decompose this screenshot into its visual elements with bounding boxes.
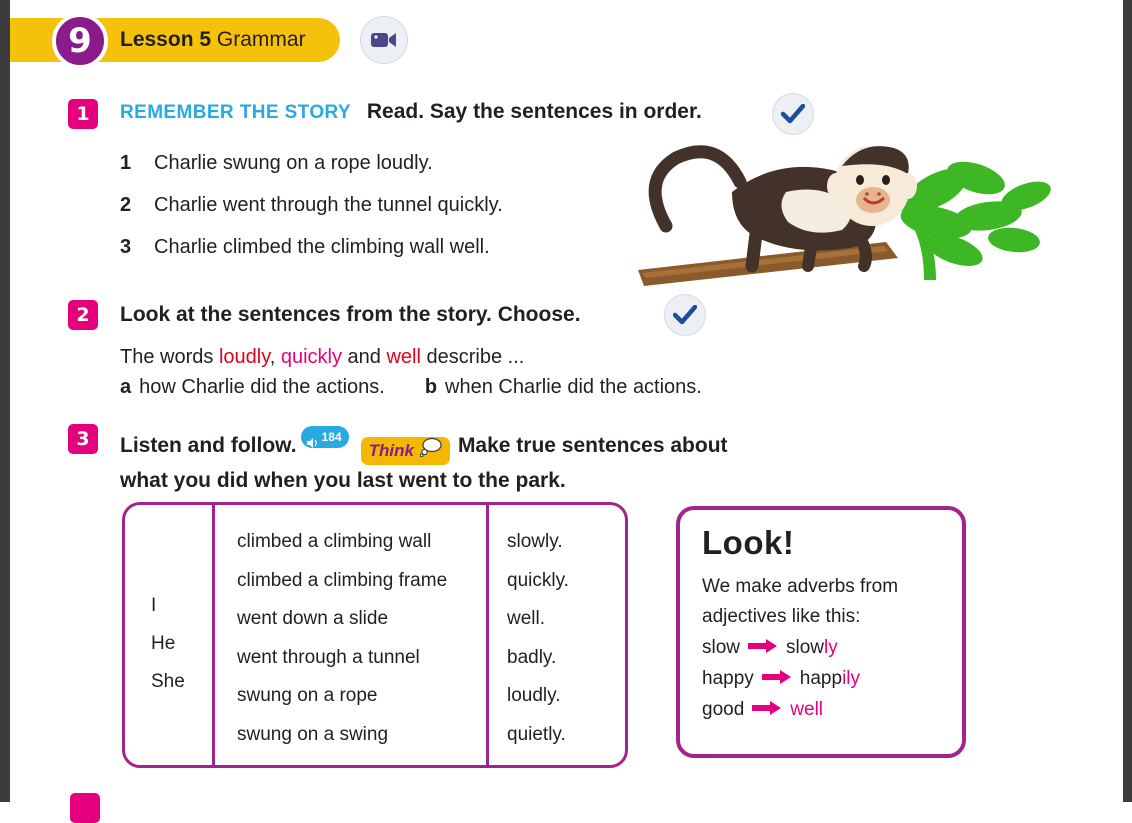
sentence-text: Charlie climbed the climbing wall well. <box>154 236 490 258</box>
unit-number-badge: 9 <box>52 13 108 69</box>
sentence-number: 3 <box>120 236 132 258</box>
lesson-title-regular: Grammar <box>216 28 306 51</box>
arrow-right-icon <box>752 699 782 721</box>
exercise-2-stem <box>120 346 524 369</box>
exercise-2-number: 2 <box>68 300 98 330</box>
page-edge-left <box>0 0 10 802</box>
adjective-word: happy <box>702 667 754 689</box>
stem-comma: , <box>269 346 281 368</box>
look-box-row <box>702 632 942 663</box>
exercise-1-heading <box>120 100 702 124</box>
check-mark-icon <box>673 305 697 325</box>
list-item <box>120 194 503 236</box>
adverb-suffix: ly <box>824 636 838 658</box>
adverb-root: slow <box>786 636 825 658</box>
subject-item[interactable]: She <box>151 671 185 692</box>
page-header <box>10 14 408 66</box>
option-a-letter: a <box>120 376 132 398</box>
exercise-3-instruction-end: Make true sentences about <box>457 434 728 457</box>
stem-word-quickly: quickly <box>280 346 342 368</box>
exercise-3-instruction-start: Listen and follow. <box>120 434 297 457</box>
speaker-icon <box>305 430 319 444</box>
adverb-suffix: ily <box>842 667 861 689</box>
list-item <box>120 152 503 194</box>
check-mark-icon <box>781 104 805 124</box>
adverb-item[interactable]: well. <box>507 608 546 629</box>
adjective-word: good <box>702 698 745 720</box>
stem-start: The words <box>120 346 219 368</box>
unit-banner <box>10 18 340 62</box>
adverb-suffix: well <box>790 698 824 720</box>
exercise-3-instruction-line2: what you did when you last went to the park. <box>120 469 566 492</box>
think-label: Think <box>368 441 414 460</box>
next-exercise-number-partial <box>70 793 100 823</box>
verb-phrase-column <box>215 505 489 765</box>
sentence-text: Charlie went through the tunnel quickly. <box>154 194 503 216</box>
verb-phrase-item[interactable]: went down a slide <box>237 608 389 629</box>
adverb-item[interactable]: quietly. <box>507 723 566 745</box>
adverb-column <box>489 505 625 765</box>
thought-bubble-icon <box>420 435 442 467</box>
page-edge-right <box>1123 0 1132 802</box>
exercise-1-instruction: Read. Say the sentences in order. <box>366 100 702 123</box>
sentence-number: 1 <box>120 152 132 174</box>
stem-word-well: well <box>386 346 421 368</box>
adverb-item[interactable]: loudly. <box>507 685 561 706</box>
subject-column <box>125 505 215 765</box>
substitution-table <box>122 502 628 768</box>
list-item <box>120 236 503 278</box>
exercise-2-instruction: Look at the sentences from the story. Choose. <box>120 303 581 326</box>
look-box-text-line2: adjectives like this: <box>702 606 861 627</box>
exercise-2-options <box>120 376 702 399</box>
adverb-item[interactable]: quickly. <box>507 569 569 591</box>
exercise-3-instruction <box>120 426 1000 497</box>
look-box-text-line1: We make adverbs from <box>702 576 899 597</box>
video-camera-icon <box>370 30 398 50</box>
exercise-3-number: 3 <box>68 424 98 454</box>
sentence-number: 2 <box>120 194 132 216</box>
adverb-item[interactable]: slowly. <box>507 531 563 552</box>
stem-end: describe ... <box>420 346 525 368</box>
adverb-item[interactable]: badly. <box>507 646 557 668</box>
lesson-title-bold: Lesson 5 <box>120 28 212 51</box>
think-badge <box>361 437 450 465</box>
option-b-text[interactable]: when Charlie did the actions. <box>445 376 702 398</box>
exercise-1-sentence-list <box>120 152 503 278</box>
audio-track-number: 184 <box>321 430 342 444</box>
sentence-text: Charlie swung on a rope loudly. <box>154 152 433 174</box>
video-button[interactable] <box>360 16 408 64</box>
option-b-letter: b <box>424 376 438 398</box>
verb-phrase-item[interactable]: climbed a climbing wall <box>237 531 432 552</box>
subject-item[interactable]: He <box>151 633 176 654</box>
look-box <box>676 506 966 758</box>
subject-item[interactable]: I <box>151 595 157 616</box>
exercise-2-check-button[interactable] <box>664 294 706 336</box>
exercise-1-check-button[interactable] <box>772 93 814 135</box>
option-a-text[interactable]: how Charlie did the actions. <box>139 376 385 398</box>
verb-phrase-item[interactable]: went through a tunnel <box>237 646 420 668</box>
exercise-1-number: 1 <box>68 99 98 129</box>
look-box-title: Look! <box>702 524 795 561</box>
remember-the-story-label: REMEMBER THE STORY <box>120 102 351 123</box>
stem-word-loudly: loudly <box>218 346 270 368</box>
stem-and: and <box>341 346 387 368</box>
look-box-row <box>702 694 942 725</box>
adverb-root: happ <box>799 667 843 689</box>
look-box-row <box>702 663 942 694</box>
arrow-right-icon <box>762 668 792 690</box>
adjective-word: slow <box>702 636 741 658</box>
audio-track-button[interactable] <box>301 426 349 448</box>
verb-phrase-item[interactable]: climbed a climbing frame <box>237 569 448 591</box>
lesson-title <box>120 28 306 52</box>
verb-phrase-item[interactable]: swung on a rope <box>237 685 378 706</box>
monkey-illustration <box>636 130 1056 290</box>
arrow-right-icon <box>748 637 778 659</box>
verb-phrase-item[interactable]: swung on a swing <box>237 723 389 745</box>
